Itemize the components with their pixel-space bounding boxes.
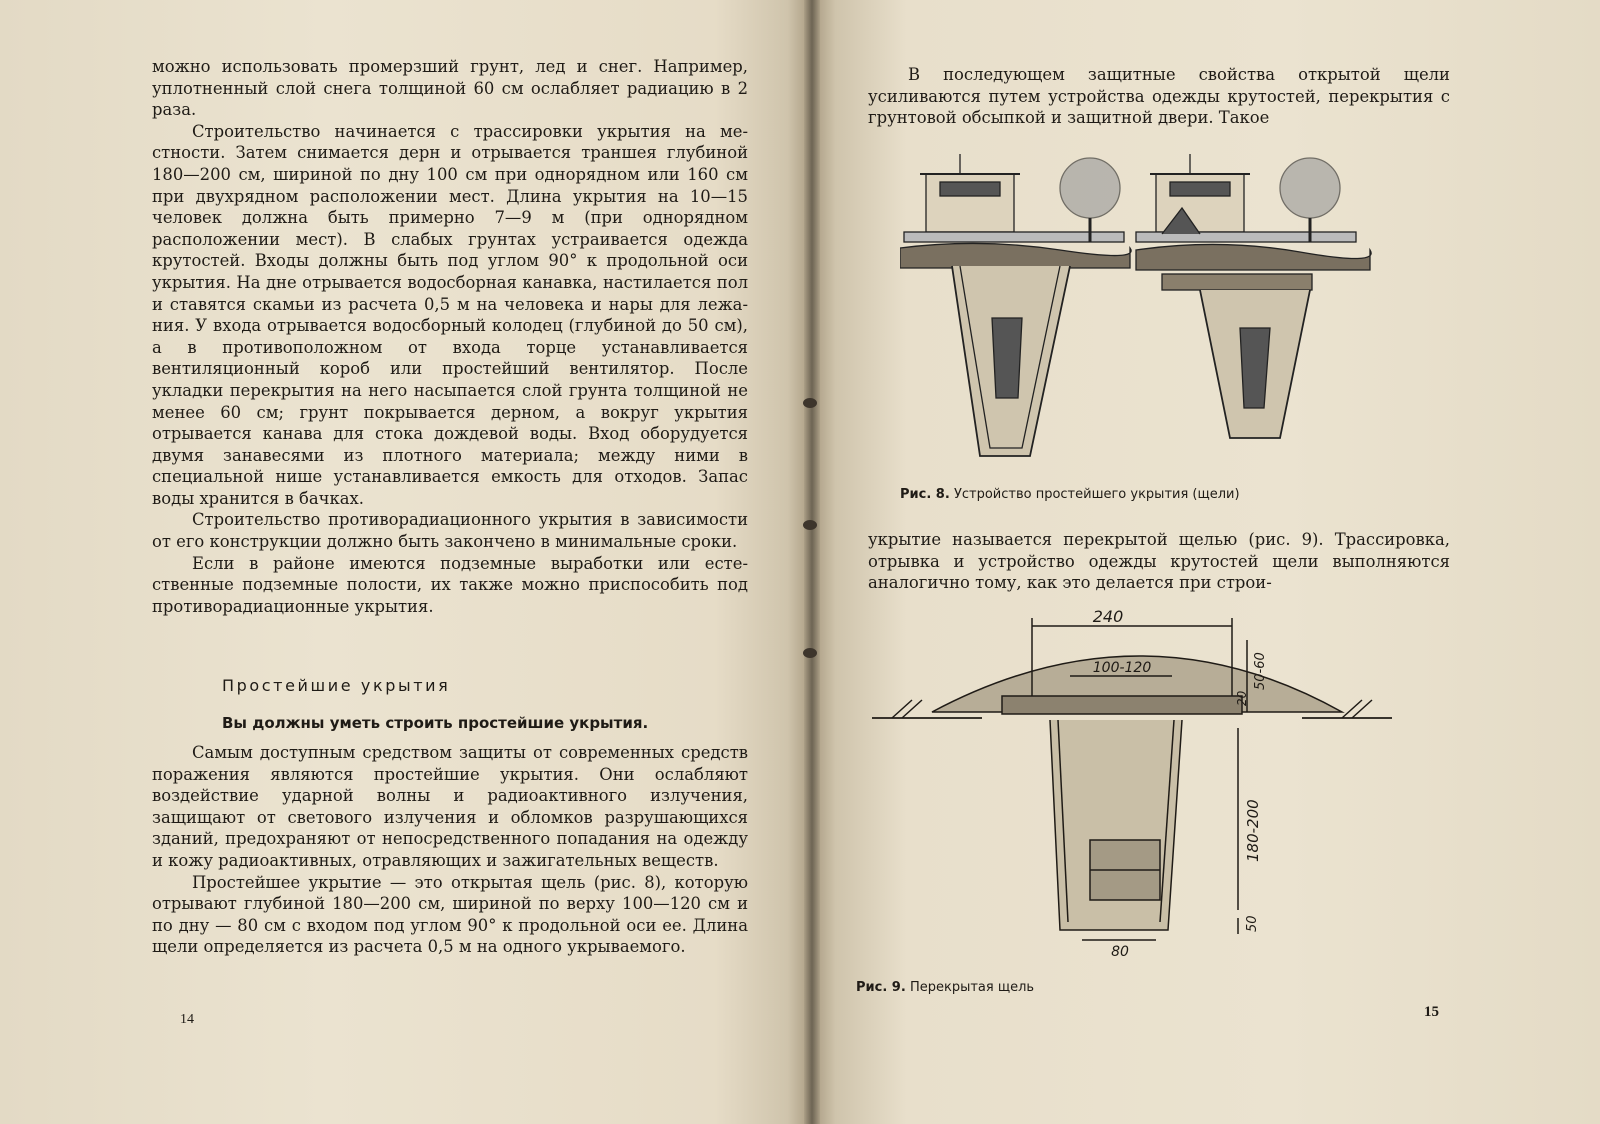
left-paragraph-3: Строительство противорадиационного укрытия в зависимости от его конструкции должно быть закончено в минимальные сроки. (152, 510, 748, 552)
section-goal: Вы должны уметь строить простейшие укрытия. (222, 714, 649, 732)
staple-hole (803, 648, 817, 658)
figure-9-dim-cover-small: 20 (1235, 690, 1249, 706)
figure-9-caption-label: Рис. 9. (856, 980, 906, 995)
figure-9-dim-depth: 180-200 (1244, 799, 1262, 862)
figure-9-dim-top: 240 (1092, 607, 1124, 626)
figure-9-caption-text: Перекрытая щель (909, 980, 1035, 995)
figure-9-caption (856, 980, 1034, 995)
page-number-right: 15 (1424, 1004, 1439, 1020)
figure-8-caption-label: Рис. 8. (900, 487, 950, 502)
figure-8-caption-text: Устройство простейшего укрытия (щели) (953, 487, 1240, 502)
book-gutter (804, 0, 820, 1124)
figure-9-diagram (872, 600, 1412, 980)
figure-8-scene-covered-trench (1136, 154, 1371, 438)
left-paragraph-2: Строительство начинается с трассировки укрытия на местности. Затем снимается дерн и отрывается траншея глубиной 180—200 см, шириной по дну 100 см при однорядном или 160 см при двухрядном расположении мест. Длина укрытия на 10—15 человек должна быть примерно 7—9 м (при однорядном расположении мест). В слабых грунтах устраивается одежда крутостей. Входы должны быть под углом 90° к продольной оси укрытия. На дне отрывается водосборная канавка, настилается пол и ставятся скамьи из расчета 0,5 м на человека и нары для лежания. У входа отрывается водосборный колодец (глубиной до 50 см), а в противоположном от входа торце устанавливается вентиляционный короб или простейший вентилятор. После укладки перекрытия на него насыпается слой грунта толщиной не менее 60 см; грунт покрывается дерном, а вокруг укрытия отрывается канава для стока дождевой воды. Вход оборудуется двумя занавесями из плотного материала; между ними в специальной нише устанавливается емкость для отходов. Запас воды хранится в бачках. (152, 121, 748, 508)
figure-8-illustration (900, 138, 1400, 474)
left-text-block-2 (152, 742, 748, 958)
right-page (812, 0, 1600, 1124)
left-paragraph-5: Самым доступным средством защиты от современных средств поражения являются простейшие укрытия. Они ослабляют воздействие ударной волны и радиоактивного излучения, защищают от светового излучения и обломков разрушающихся зданий, предохраняют от непосредственного попадания на одежду и кожу радиоактивных, отравляющих и зажигательных веществ. (152, 743, 748, 870)
figure-8-scene-open-trench (900, 154, 1131, 456)
figure-8-caption (900, 487, 1240, 502)
left-paragraph-1: можно использовать промерзший грунт, лед и снег. Например, уплотненный слой снега толщиной 60 см ослабляет радиацию в 2 раза. (152, 57, 748, 120)
figure-9-dim-inner: 100-120 (1092, 660, 1152, 676)
left-paragraph-6: Простейшее укрытие — это открытая щель (рис. 8), которую отрывают глубиной 180—200 см, шириной по верху 100—120 см и по дну — 80 см с входом под углом 90° к продольной оси ее. Длина щели определяется из расчета 0,5 м на одного укрываемого. (152, 872, 748, 957)
left-paragraph-4: Если в районе имеются подземные выработки или естественные подземные полости, их также можно приспособить под противорадиационные укрытия. (152, 553, 748, 616)
figure-9-dim-cover: 50-60 (1253, 652, 1268, 690)
figure-9-dim-bottom: 50 (1245, 915, 1260, 932)
page-number-left: 14 (180, 1012, 194, 1027)
cover-slab (1002, 696, 1242, 714)
right-text-block-1 (868, 64, 1450, 129)
left-text-block-1 (152, 56, 748, 617)
right-paragraph-2: укрытие называется перекрытой щелью (рис. 9). Трассировка, отрывка и устройство одежды крутостей щели выполняются аналогично тому, как это делается при строи- (868, 530, 1450, 593)
figure-9-dim-floor: 80 (1111, 944, 1129, 960)
right-text-block-2 (868, 529, 1450, 594)
right-paragraph-1: В последующем защитные свойства открытой щели усиливаются путем устройства одежды крутостей, перекрытия с грунтовой обсыпкой и защитной двери. Такое (868, 65, 1450, 128)
section-title: Простейшие укрытия (222, 676, 451, 695)
staple-hole (803, 398, 817, 408)
staple-hole (803, 520, 817, 530)
